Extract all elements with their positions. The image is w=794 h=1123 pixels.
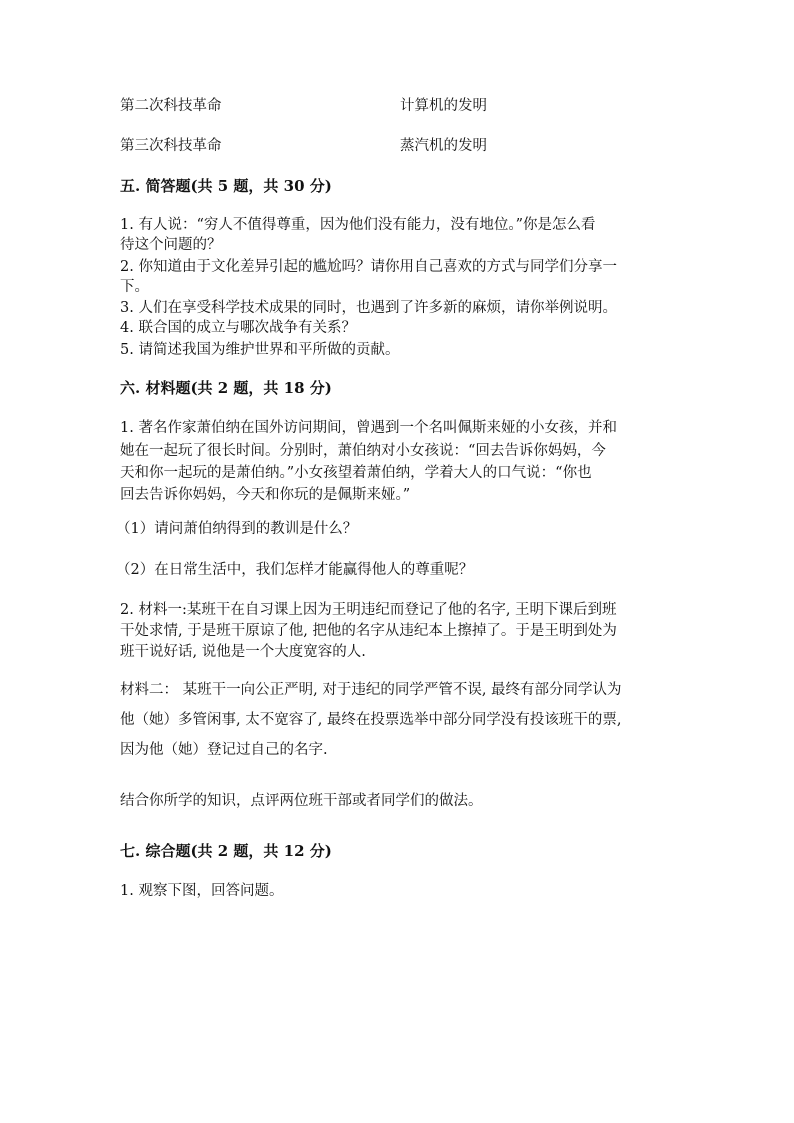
material-line: 回去告诉你妈妈，今天和你玩的是佩斯来娅。” <box>120 487 411 503</box>
material-line: 天和你一起玩的是萧伯纳。”小女孩望着萧伯纳，学着大人的口气说：“你也 <box>120 465 592 481</box>
matching-row <box>120 135 487 157</box>
sub-question: （2）在日常生活中，我们怎样才能赢得他人的尊重呢？ <box>116 562 474 578</box>
material-line: 因为他（她）登记过自己的名字. <box>120 742 328 758</box>
question-line: 5. 请简述我国为维护世界和平所做的贡献。 <box>120 342 400 358</box>
question-line: 1. 观察下图，回答问题。 <box>120 883 284 899</box>
matching-right: 蒸汽机的发明 <box>400 138 487 154</box>
material-line: 他（她）多管闲事, 太不宽容了, 最终在投票选举中部分同学没有投该班干的票, <box>120 712 622 728</box>
matching-left: 第二次科技革命 <box>120 98 222 114</box>
matching-row <box>120 95 487 117</box>
material-line: 班干说好话, 说他是一个大度宽容的人. <box>120 644 366 660</box>
question-line: 1. 有人说：“穷人不值得尊重，因为他们没有能力，没有地位。”你是怎么看 <box>120 217 596 233</box>
material-line: 1. 著名作家萧伯纳在国外访问期间，曾遇到一个名叫佩斯来娅的小女孩，并和 <box>120 420 617 436</box>
question-line: 3. 人们在享受科学技术成果的同时，也遇到了许多新的麻烦，请你举例说明。 <box>120 300 617 316</box>
material-line: 2. 材料一:某班干在自习课上因为王明违纪而登记了他的名字, 王明下课后到班 <box>120 602 617 618</box>
matching-right: 计算机的发明 <box>400 98 487 114</box>
question-line: 待这个问题的？ <box>120 237 222 253</box>
task-line: 结合你所学的知识，点评两位班干部或者同学们的做法。 <box>120 793 483 809</box>
question-line: 下。 <box>120 279 149 295</box>
section-heading: 七. 综合题(共 2 题，共 12 分) <box>120 842 332 860</box>
material-line: 她在一起玩了很长时间。分别时，萧伯纳对小女孩说：“回去告诉你妈妈，今 <box>120 443 606 459</box>
section-heading: 六. 材料题(共 2 题，共 18 分) <box>120 379 332 397</box>
question-line: 2. 你知道由于文化差异引起的尴尬吗？请你用自己喜欢的方式与同学们分享一 <box>120 259 617 275</box>
question-line: 4. 联合国的成立与哪次战争有关系？ <box>120 320 356 336</box>
section-heading: 五. 简答题(共 5 题，共 30 分) <box>120 177 332 195</box>
material-line: 材料二： 某班干一向公正严明, 对于违纪的同学严管不误, 最终有部分同学认为 <box>120 682 622 698</box>
sub-question: （1）请问萧伯纳得到的教训是什么？ <box>116 521 358 537</box>
material-line: 干处求情, 于是班干原谅了他, 把他的名字从违纪本上擦掉了。于是王明到处为 <box>120 623 617 639</box>
matching-left: 第三次科技革命 <box>120 138 222 154</box>
